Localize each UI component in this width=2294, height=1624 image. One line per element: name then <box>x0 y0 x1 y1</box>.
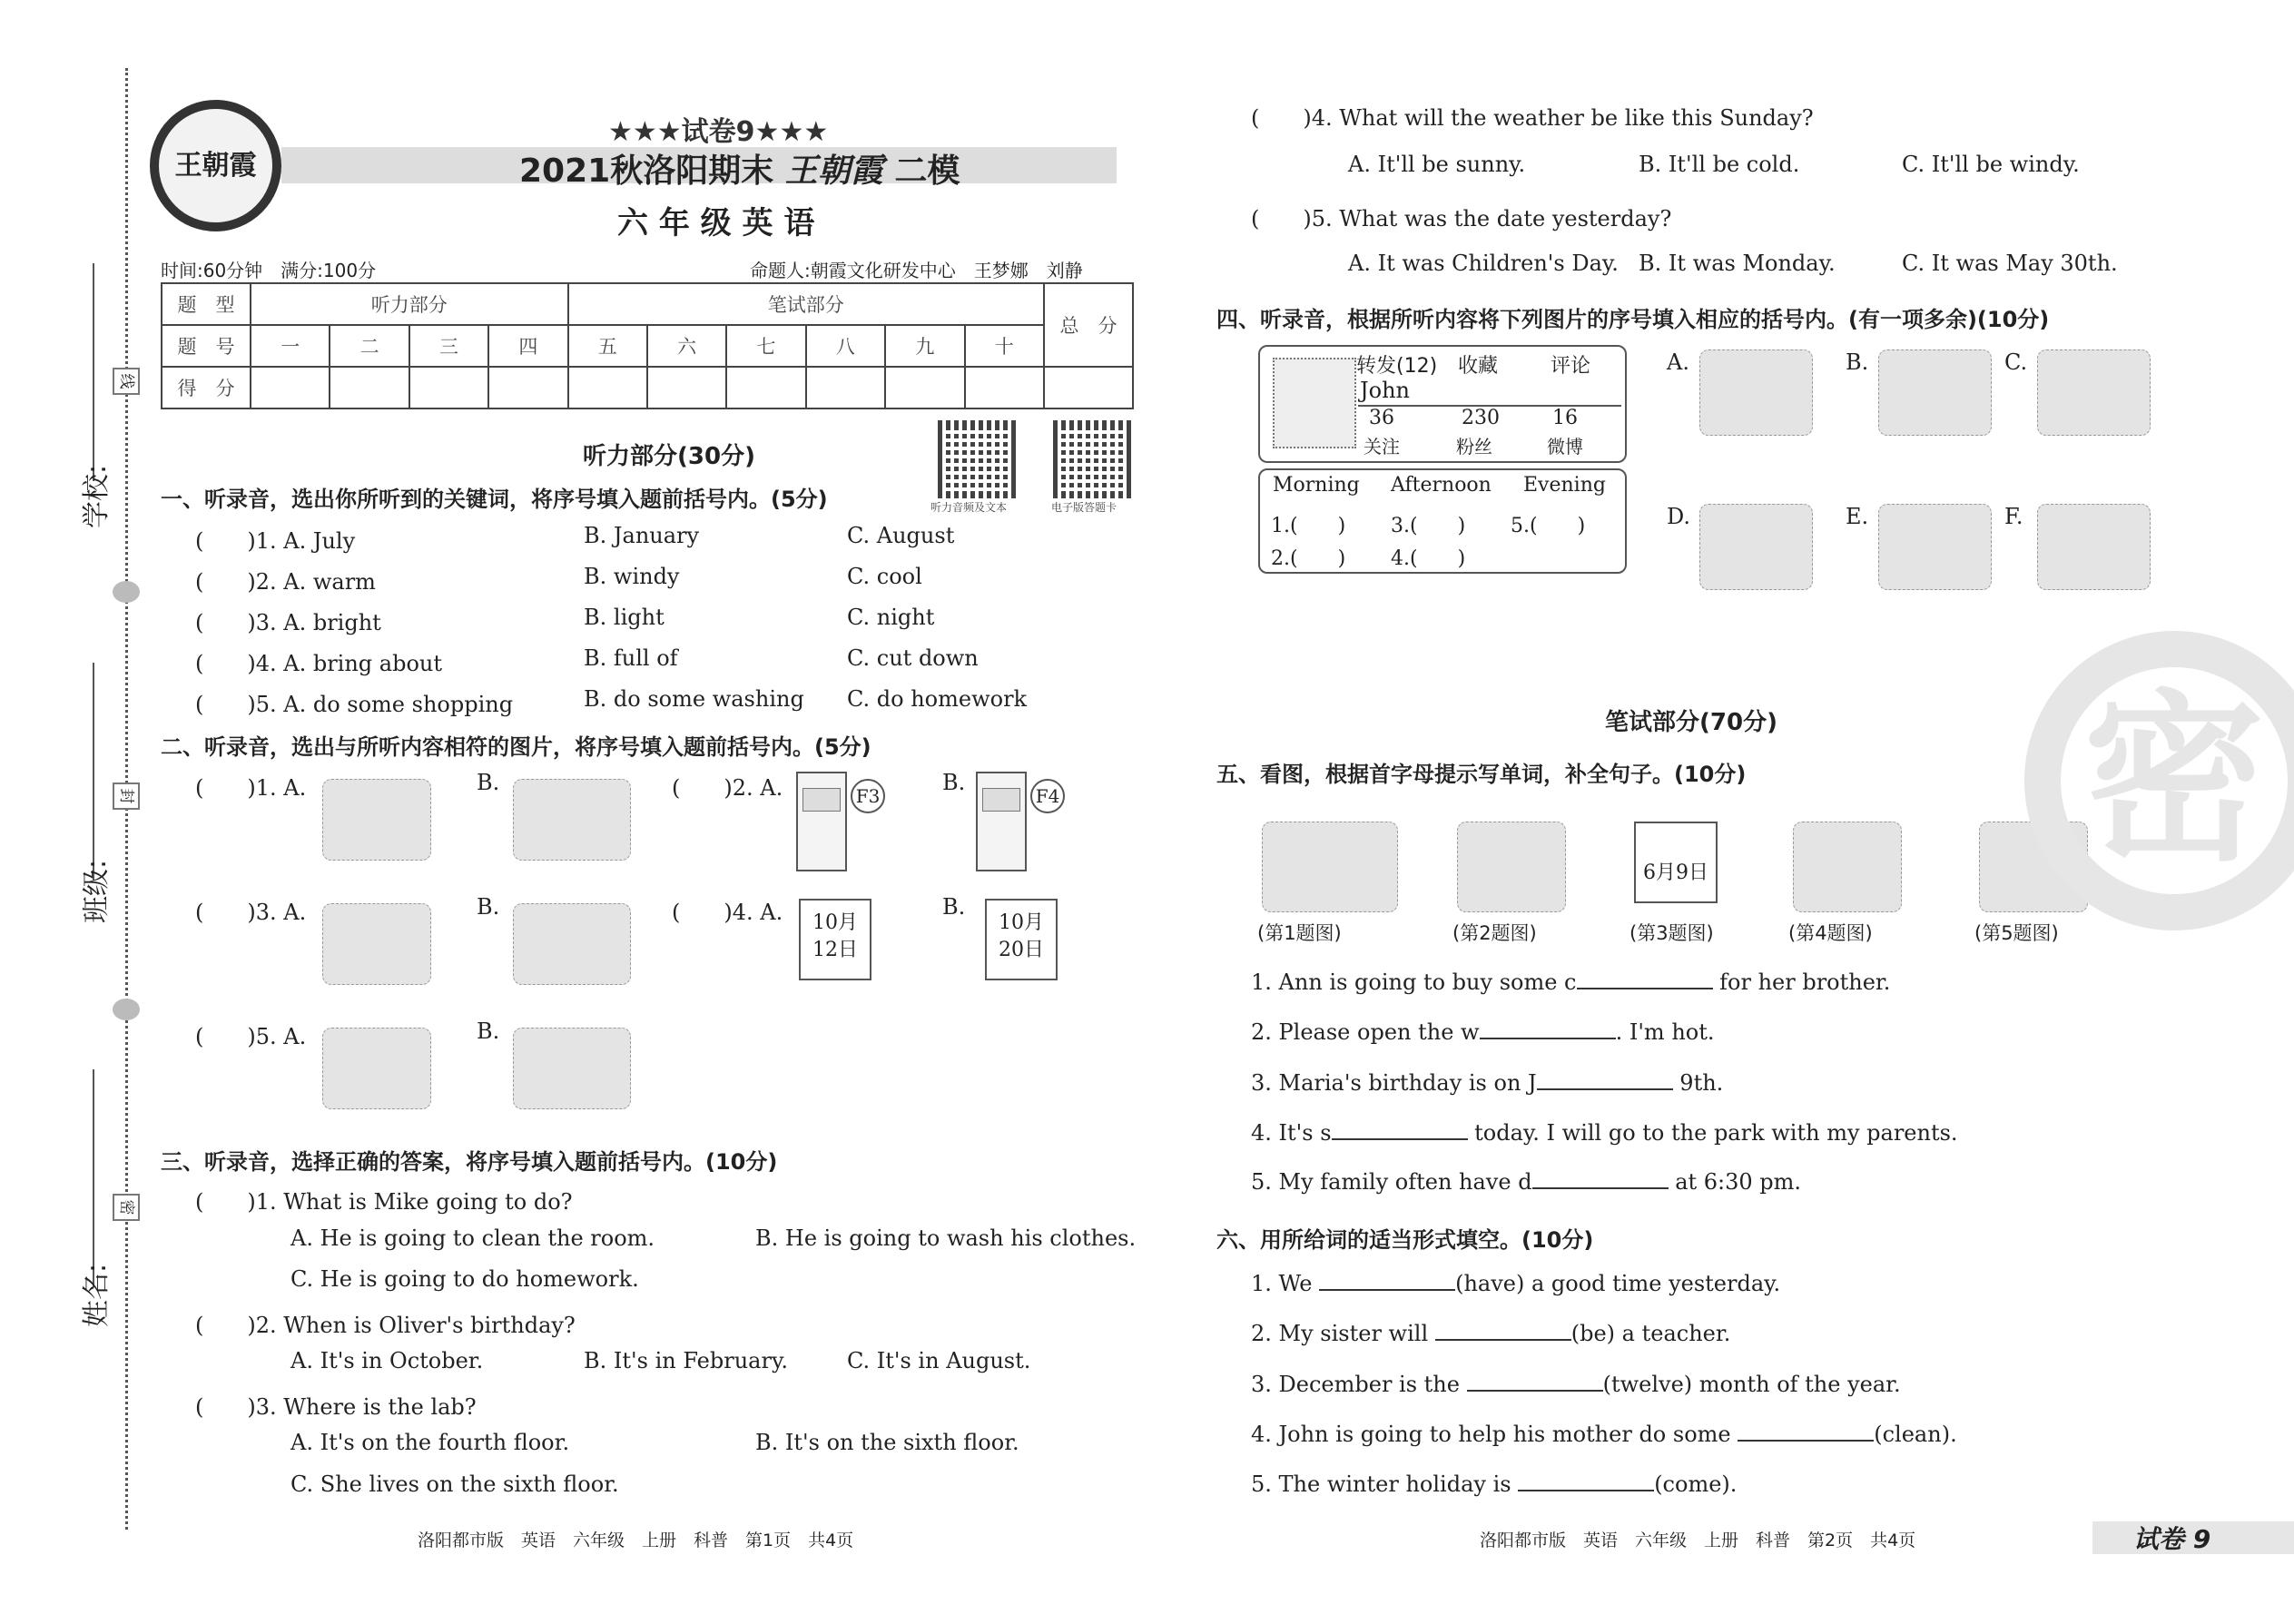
section6-title: 六、用所给词的适当形式填空。(10分) <box>1216 1227 1594 1253</box>
stat-label: 微博 <box>1547 436 1583 458</box>
writing-header: 笔试部分 <box>568 283 1044 325</box>
item-question[interactable]: ( )5. A. do some shopping <box>195 692 514 717</box>
picture-option-label: D. <box>1667 504 1691 529</box>
answer-option[interactable]: C. It was May 30th. <box>1902 251 2118 276</box>
picture-option-5 <box>2037 504 2151 590</box>
sentence-text: 5. The winter holiday is <box>1251 1471 1519 1497</box>
option-c[interactable]: C. do homework <box>847 686 1028 712</box>
sentence-text: today. I will go to the park with my parents. <box>1467 1120 1958 1146</box>
item-question[interactable]: ( )4. A. bring about <box>195 651 443 676</box>
weibo-card <box>1258 345 1627 463</box>
answer-blank[interactable]: 3.( ) <box>1391 515 1466 537</box>
row-label: 得 分 <box>162 367 251 408</box>
sentence-text: 1. Ann is going to buy some c <box>1251 969 1577 995</box>
answer-option[interactable]: B. He is going to wash his clothes. <box>755 1225 1137 1251</box>
picture-q2 <box>1457 822 1566 912</box>
seal-mark: 线 <box>113 368 140 395</box>
score-cell[interactable] <box>488 367 567 408</box>
sentence-text: . I'm hot. <box>1615 1019 1715 1045</box>
question-number: 五 <box>568 325 647 367</box>
section3-title: 三、听录音，选择正确的答案，将序号填入题前括号内。(10分) <box>161 1149 778 1175</box>
answer-option[interactable]: B. It was Monday. <box>1639 251 1836 276</box>
item-question[interactable]: ( )2. A. <box>672 775 783 801</box>
question-number: 七 <box>726 325 805 367</box>
sentence-4 <box>1251 1120 1958 1146</box>
sentence-text: at 6:30 pm. <box>1668 1169 1802 1195</box>
sentence-5 <box>1251 1169 1801 1195</box>
sentence-text: (twelve) month of the year. <box>1602 1372 1901 1397</box>
confidential-watermark: 密 <box>2024 631 2294 930</box>
qr-code-audio[interactable] <box>938 420 1016 498</box>
option-b[interactable]: B. full of <box>584 645 678 671</box>
picture-caption: (第4题图) <box>1788 922 1873 944</box>
favorite-label: 收藏 <box>1458 355 1499 378</box>
answer-blank[interactable] <box>1480 1021 1616 1039</box>
paper-number-badge: 试卷 9 <box>2133 1524 2211 1554</box>
score-cell[interactable] <box>330 367 409 408</box>
stat-number: 230 <box>1462 407 1500 429</box>
item-question[interactable]: ( )2. A. warm <box>195 569 376 595</box>
section2-title: 二、听录音，选出与所听内容相符的图片，将序号填入题前括号内。(5分) <box>161 734 871 760</box>
sentence-text: (have) a good time yesterday. <box>1455 1271 1781 1296</box>
name-field[interactable] <box>93 1069 94 1287</box>
option-c[interactable]: C. August <box>847 523 955 548</box>
question-number: 八 <box>806 325 885 367</box>
sentence-3 <box>1251 1372 1901 1397</box>
picture-a <box>322 779 431 861</box>
brand-name: 王朝霞 <box>784 152 883 190</box>
row-label: 题 号 <box>162 325 251 367</box>
floor-label: F3 <box>851 779 885 813</box>
option-b[interactable]: B. <box>477 894 500 920</box>
school-field[interactable] <box>93 263 94 481</box>
picture-option-0 <box>1699 349 1813 436</box>
seal-mark: 密 <box>113 1194 140 1221</box>
picture-option-label: A. <box>1667 349 1689 375</box>
knot-icon <box>113 999 140 1020</box>
picture-b <box>513 779 631 861</box>
picture-a <box>322 1028 431 1109</box>
sentence-3 <box>1251 1070 1723 1096</box>
subject-title: 六 年 级 英 语 <box>617 205 815 241</box>
floor-label: F4 <box>1030 779 1065 813</box>
schedule-header: Morning <box>1273 474 1360 497</box>
item-question[interactable]: ( )3. A. <box>195 900 307 925</box>
score-cell[interactable] <box>806 367 885 408</box>
picture-b <box>513 903 631 985</box>
option-b[interactable]: B. <box>942 770 966 795</box>
answer-blank[interactable]: 1.( ) <box>1271 515 1346 537</box>
sentence-text: 2. My sister will <box>1251 1321 1435 1346</box>
paper-badge: ★★★试卷9★★★ <box>608 116 829 148</box>
sentence-text: 3. December is the <box>1251 1372 1467 1397</box>
stat-label: 关注 <box>1364 436 1400 458</box>
option-b[interactable]: B. <box>942 894 966 920</box>
sentence-text: 5. My family often have d <box>1251 1169 1532 1195</box>
sentence-2 <box>1251 1019 1715 1045</box>
exam-title <box>519 145 960 192</box>
answer-blank[interactable] <box>1537 1072 1673 1090</box>
listening-heading: 听力部分(30分) <box>583 443 755 470</box>
authors: 命题人:朝霞文化研发中心 王梦娜 刘静 <box>750 260 1083 281</box>
picture-a <box>322 903 431 985</box>
answer-blank[interactable] <box>1738 1423 1874 1442</box>
question-number: 十 <box>965 325 1044 367</box>
picture-option-1 <box>1878 349 1992 436</box>
question-number: 二 <box>330 325 409 367</box>
footer-right: 洛阳都市版 英语 六年级 上册 科普 第2页 共4页 <box>1480 1530 1916 1550</box>
answer-blank[interactable] <box>1518 1473 1654 1491</box>
sentence-text: 1. We <box>1251 1271 1320 1296</box>
calendar-image: 10月 20日 <box>985 899 1058 980</box>
sentence-text: 4. It's s <box>1251 1120 1332 1146</box>
calendar-image: 6月9日 <box>1634 822 1718 903</box>
forward-label: 转发(12) <box>1356 355 1438 378</box>
picture-option-4 <box>1878 504 1992 590</box>
picture-option-label: C. <box>2004 349 2028 375</box>
answer-option[interactable]: A. It's on the fourth floor. <box>290 1430 570 1455</box>
question-number: 一 <box>251 325 330 367</box>
sentence-1 <box>1251 969 1890 995</box>
answer-blank[interactable] <box>1319 1273 1455 1291</box>
sentence-text: for her brother. <box>1712 969 1891 995</box>
score-cell[interactable] <box>251 367 330 408</box>
sentence-text: 2. Please open the w <box>1251 1019 1480 1045</box>
title-prefix: 2021秋洛阳期末 <box>519 153 774 190</box>
qr-caption: 听力音频及文本 <box>930 501 1008 514</box>
answer-option[interactable]: A. It was Children's Day. <box>1348 251 1619 276</box>
total-score-cell[interactable] <box>1044 367 1133 408</box>
answer-blank[interactable]: 5.( ) <box>1511 515 1586 537</box>
option-b[interactable]: B. <box>477 1019 500 1044</box>
question[interactable]: ( )3. Where is the lab? <box>195 1394 477 1420</box>
stat-label: 粉丝 <box>1456 436 1492 458</box>
option-c[interactable]: C. night <box>847 605 935 630</box>
calendar-image: 10月 12日 <box>799 899 871 980</box>
item-question[interactable]: ( )1. A. July <box>195 528 356 554</box>
picture-option-2 <box>2037 349 2151 436</box>
picture-b <box>513 1028 631 1109</box>
item-question[interactable]: ( )3. A. bright <box>195 610 381 635</box>
answer-option[interactable]: B. It's in February. <box>584 1348 788 1373</box>
item-question[interactable]: ( )5. A. <box>195 1024 307 1049</box>
sentence-4 <box>1251 1422 1957 1447</box>
schedule-header: Afternoon <box>1391 474 1492 497</box>
class-field[interactable] <box>93 663 94 881</box>
answer-blank[interactable] <box>1332 1122 1468 1140</box>
door-image <box>976 772 1027 871</box>
seal-mark: 封 <box>113 782 140 810</box>
picture-caption: (第3题图) <box>1629 922 1714 944</box>
comment-label: 评论 <box>1551 355 1591 378</box>
sentence-text: (come). <box>1654 1471 1738 1497</box>
total-header: 总 分 <box>1044 283 1133 367</box>
picture-option-label: F. <box>2004 504 2023 529</box>
name-label: 姓名: <box>81 1263 113 1328</box>
answer-blank[interactable] <box>1435 1323 1571 1341</box>
answer-option[interactable]: C. He is going to do homework. <box>290 1266 639 1292</box>
time-score: 时间:60分钟 满分:100分 <box>161 260 377 281</box>
picture-caption: (第2题图) <box>1452 922 1537 944</box>
title-suffix: 二模 <box>894 153 960 190</box>
question-number: 六 <box>647 325 726 367</box>
answer-option[interactable]: A. It'll be sunny. <box>1348 152 1526 177</box>
brand-logo: 王朝霞 <box>150 100 281 231</box>
picture-option-label: E. <box>1846 504 1869 529</box>
stat-number: 36 <box>1369 407 1394 429</box>
answer-option[interactable]: B. It's on the sixth floor. <box>755 1430 1019 1455</box>
listening-header: 听力部分 <box>251 283 568 325</box>
answer-blank[interactable] <box>1577 971 1713 989</box>
schedule-header: Evening <box>1523 474 1606 497</box>
sentence-text: 4. John is going to help his mother do some <box>1251 1422 1738 1447</box>
picture-caption: (第1题图) <box>1257 922 1342 944</box>
writing-heading: 笔试部分(70分) <box>1605 709 1777 736</box>
picture-caption: (第5题图) <box>1974 922 2059 944</box>
qr-code-answer-card[interactable] <box>1053 420 1131 498</box>
sentence-text: (clean). <box>1874 1422 1957 1447</box>
answer-option[interactable]: C. It's in August. <box>847 1348 1031 1373</box>
picture-option-3 <box>1699 504 1813 590</box>
score-cell[interactable] <box>885 367 964 408</box>
answer-option[interactable]: A. He is going to clean the room. <box>290 1225 655 1251</box>
knot-icon <box>113 581 140 603</box>
class-label: 班级: <box>81 859 113 924</box>
item-question[interactable]: ( )4. A. <box>672 900 783 925</box>
option-b[interactable]: B. January <box>584 523 700 548</box>
option-b[interactable]: B. light <box>584 605 665 630</box>
door-image <box>796 772 847 871</box>
school-label: 学校: <box>81 464 113 529</box>
score-table <box>161 282 1134 409</box>
question-number: 三 <box>409 325 488 367</box>
section4-title: 四、听录音，根据所听内容将下列图片的序号填入相应的括号内。(有一项多余)(10分) <box>1216 307 2050 332</box>
score-cell[interactable] <box>409 367 488 408</box>
sentence-1 <box>1251 1271 1780 1296</box>
answer-blank[interactable] <box>1467 1373 1603 1392</box>
picture-q4 <box>1793 822 1902 912</box>
question[interactable]: ( )2. When is Oliver's birthday? <box>195 1313 576 1338</box>
option-b[interactable]: B. windy <box>584 564 680 589</box>
answer-blank[interactable] <box>1532 1171 1669 1189</box>
weibo-name: John <box>1360 378 1410 403</box>
answer-blank[interactable]: 2.( ) <box>1271 547 1346 570</box>
item-question[interactable]: ( )1. A. <box>195 775 307 801</box>
option-b[interactable]: B. <box>477 770 500 795</box>
john-avatar <box>1273 358 1356 448</box>
score-cell[interactable] <box>965 367 1044 408</box>
answer-option[interactable]: B. It'll be cold. <box>1639 152 1800 177</box>
picture-q1 <box>1262 822 1398 912</box>
answer-option[interactable]: C. She lives on the sixth floor. <box>290 1471 619 1497</box>
option-c[interactable]: C. cut down <box>847 645 979 671</box>
answer-option[interactable]: C. It'll be windy. <box>1902 152 2080 177</box>
question-number: 四 <box>488 325 567 367</box>
answer-blank[interactable]: 4.( ) <box>1391 547 1466 570</box>
row-label: 题 型 <box>162 283 251 325</box>
option-c[interactable]: C. cool <box>847 564 922 589</box>
score-cell[interactable] <box>568 367 647 408</box>
sentence-text: (be) a teacher. <box>1570 1321 1731 1346</box>
question[interactable]: ( )5. What was the date yesterday? <box>1251 206 1672 231</box>
picture-option-label: B. <box>1846 349 1869 375</box>
sentence-text: 9th. <box>1672 1070 1724 1096</box>
stat-number: 16 <box>1552 407 1578 429</box>
sentence-text: 3. Maria's birthday is on J <box>1251 1070 1537 1096</box>
score-cell[interactable] <box>647 367 726 408</box>
question[interactable]: ( )1. What is Mike going to do? <box>195 1189 573 1215</box>
question-number: 九 <box>885 325 964 367</box>
answer-option[interactable]: A. It's in October. <box>290 1348 484 1373</box>
schedule-card <box>1258 468 1627 574</box>
sentence-5 <box>1251 1471 1737 1497</box>
footer-left: 洛阳都市版 英语 六年级 上册 科普 第1页 共4页 <box>418 1530 854 1550</box>
section5-title: 五、看图，根据首字母提示写单词，补全句子。(10分) <box>1216 762 1747 787</box>
option-b[interactable]: B. do some washing <box>584 686 804 712</box>
section1-title: 一、听录音，选出你所听到的关键词，将序号填入题前括号内。(5分) <box>161 487 828 512</box>
qr-caption: 电子版答题卡 <box>1051 501 1117 514</box>
score-cell[interactable] <box>726 367 805 408</box>
sentence-2 <box>1251 1321 1730 1346</box>
question[interactable]: ( )4. What will the weather be like this Sunday? <box>1251 105 1814 131</box>
